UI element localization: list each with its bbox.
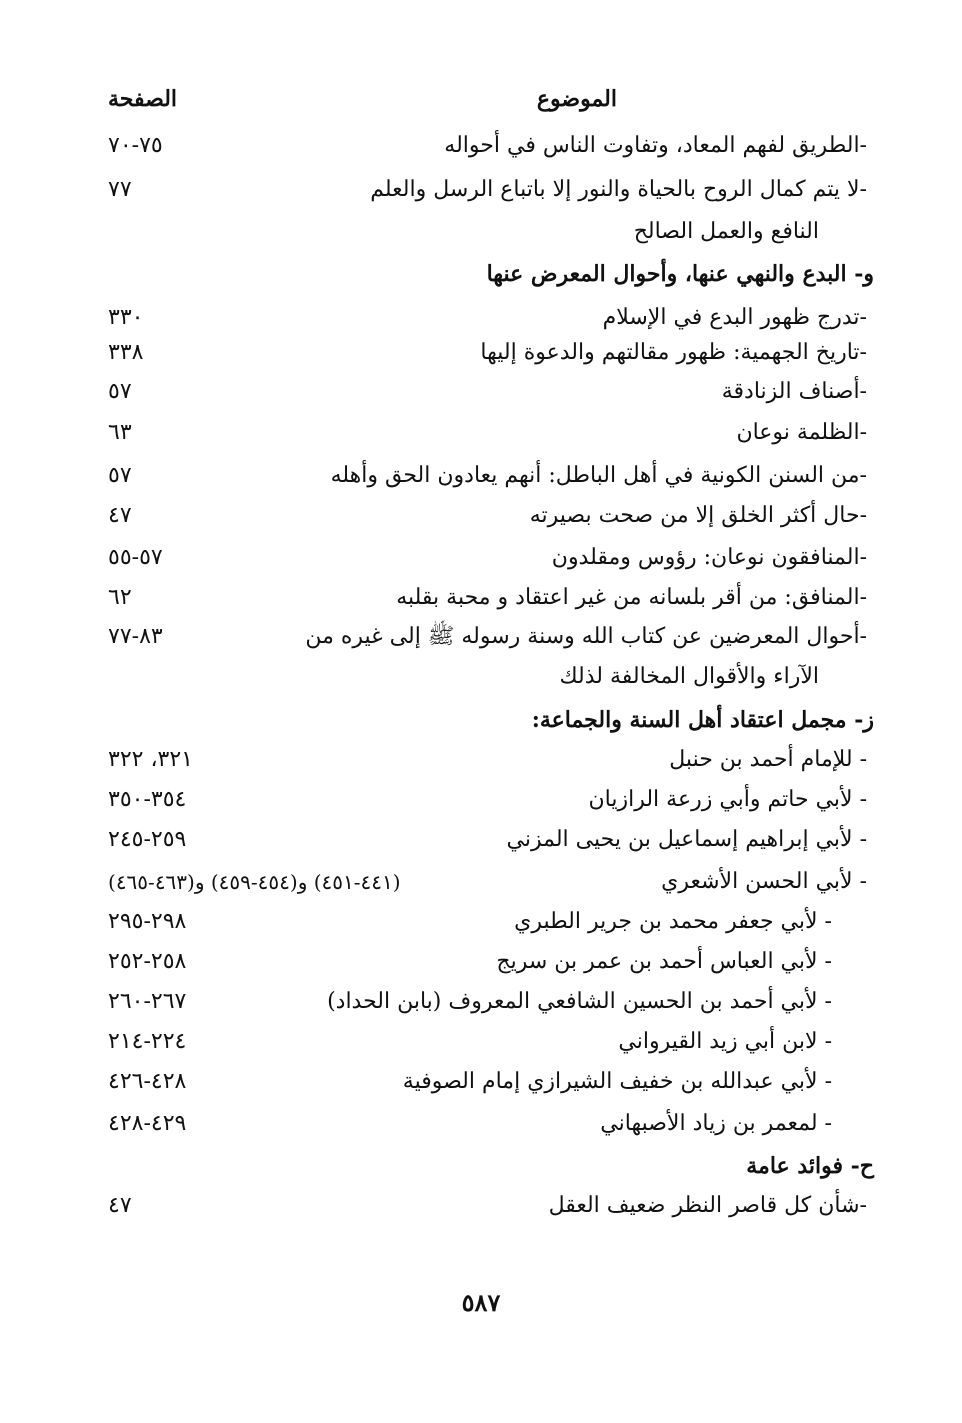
- section-heading: [0, 1146, 962, 1186]
- index-entry: [0, 298, 962, 338]
- entry-page: ٥٧: [108, 463, 132, 488]
- entry-page: ٥٧: [108, 379, 132, 404]
- entry-topic: -الطريق لفهم المعاد، وتفاوت الناس في أحواله: [444, 133, 867, 158]
- entry-topic: -المنافق: من أقر بلسانه من غير اعتقاد و محبة بقلبه: [396, 585, 867, 610]
- index-entry: [0, 1104, 962, 1144]
- index-entry: [0, 170, 962, 210]
- section-title: ح- فوائد عامة: [746, 1153, 874, 1179]
- entry-topic: - لأبي الحسن الأشعري: [661, 869, 867, 894]
- index-entry: [0, 538, 962, 578]
- entry-page: ٧٧: [108, 177, 132, 202]
- entry-topic: - لمعمر بن زياد الأصبهاني: [600, 1111, 832, 1136]
- index-entry: [0, 578, 962, 618]
- index-entry: [0, 1062, 962, 1102]
- index-entry: [0, 1186, 962, 1226]
- entry-page: ٧٥-٧٠: [108, 133, 163, 158]
- entry-topic: - لأبي عبدالله بن خفيف الشيرازي إمام الصوفية: [402, 1069, 832, 1094]
- entry-topic: -أحوال المعرضين عن كتاب الله وسنة رسوله ﷺ إلى غيره من: [305, 624, 867, 649]
- entry-page: ٤٢٩-٤٢٨: [108, 1111, 187, 1136]
- index-entry: [0, 456, 962, 496]
- entry-topic: -شأن كل قاصر النظر ضعيف العقل: [548, 1193, 867, 1218]
- page-number: ٥٨٧: [461, 1288, 501, 1317]
- entry-page: ٦٣: [108, 420, 132, 445]
- entry-topic: -الظلمة نوعان: [736, 420, 867, 445]
- entry-topic: الآراء والأقوال المخالفة لذلك: [559, 664, 819, 689]
- entry-topic: - لابن أبي زيد القيرواني: [618, 1029, 832, 1054]
- entry-topic: -أصناف الزنادقة: [721, 379, 867, 404]
- entry-topic: - لأبي جعفر محمد بن جرير الطبري: [514, 909, 832, 934]
- entry-page: (٤٤١-٤٥١) و(٤٥٤-٤٥٩) و(٤٦٣-٤٦٥): [108, 870, 401, 894]
- entry-topic: - لأبي العباس أحمد بن عمر بن سريج: [496, 949, 832, 974]
- entry-page: ٢٥٩-٢٤٥: [108, 827, 187, 852]
- section-title: ز- مجمل اعتقاد أهل السنة والجماعة:: [531, 707, 874, 733]
- column-header-page: الصفحة: [108, 86, 178, 112]
- entry-page: ٢٦٧-٢٦٠: [108, 989, 187, 1014]
- index-entry: [0, 496, 962, 536]
- index-entry: [0, 413, 962, 453]
- entry-topic: - لأبي إبراهيم إسماعيل بن يحيى المزني: [506, 827, 867, 852]
- entry-page: ٢٢٤-٢١٤: [108, 1029, 187, 1054]
- index-entry: [0, 902, 962, 942]
- index-entry: [0, 372, 962, 412]
- entry-topic: النافع والعمل الصالح: [633, 219, 819, 244]
- section-heading: [0, 254, 962, 294]
- section-title: و- البدع والنهي عنها، وأحوال المعرض عنها: [486, 261, 874, 287]
- entry-topic: -المنافقون نوعان: رؤوس ومقلدون: [551, 545, 867, 570]
- index-entry-continuation: [0, 657, 962, 697]
- entry-topic: -تاريخ الجهمية: ظهور مقالتهم والدعوة إليها: [480, 340, 867, 365]
- index-entry: [0, 740, 962, 780]
- entry-topic: -لا يتم كمال الروح بالحياة والنور إلا باتباع الرسل والعلم: [370, 177, 867, 202]
- index-entry: [0, 333, 962, 373]
- entry-page: ٤٧: [108, 503, 132, 528]
- entry-page: ٢٩٨-٢٩٥: [108, 909, 187, 934]
- index-entry: [0, 982, 962, 1022]
- entry-page: ٥٧-٥٥: [108, 545, 163, 570]
- index-entry: [0, 780, 962, 820]
- entry-page: ٣٣٠: [108, 305, 144, 330]
- entry-page: ٣٢١، ٣٢٢: [108, 747, 193, 772]
- index-entry-continuation: [0, 212, 962, 252]
- entry-topic: -تدرج ظهور البدع في الإسلام: [602, 305, 867, 330]
- entry-page: ٣٥٤-٣٥٠: [108, 787, 187, 812]
- index-entry: [0, 617, 962, 657]
- index-entry: [0, 942, 962, 982]
- entry-page: ٤٢٨-٤٢٦: [108, 1069, 187, 1094]
- entry-page: ٦٢: [108, 585, 132, 610]
- entry-topic: - لأبي أحمد بن الحسين الشافعي المعروف (بابن الحداد): [327, 989, 832, 1014]
- column-header-topic: الموضوع: [536, 86, 617, 112]
- entry-topic: -حال أكثر الخلق إلا من صحت بصيرته: [529, 503, 867, 528]
- index-entry: [0, 862, 962, 902]
- entry-topic: - للإمام أحمد بن حنبل: [669, 747, 867, 772]
- entry-page: ٣٣٨: [108, 340, 144, 365]
- section-heading: [0, 700, 962, 740]
- entry-page: ٤٧: [108, 1193, 132, 1218]
- index-entry: [0, 1022, 962, 1062]
- entry-page: ٨٣-٧٧: [108, 624, 163, 649]
- entry-topic: -من السنن الكونية في أهل الباطل: أنهم يعادون الحق وأهله: [330, 463, 867, 488]
- entry-topic: - لأبي حاتم وأبي زرعة الرازيان: [588, 787, 867, 812]
- index-entry: [0, 820, 962, 860]
- index-entry: [0, 126, 962, 166]
- entry-page: ٢٥٨-٢٥٢: [108, 949, 187, 974]
